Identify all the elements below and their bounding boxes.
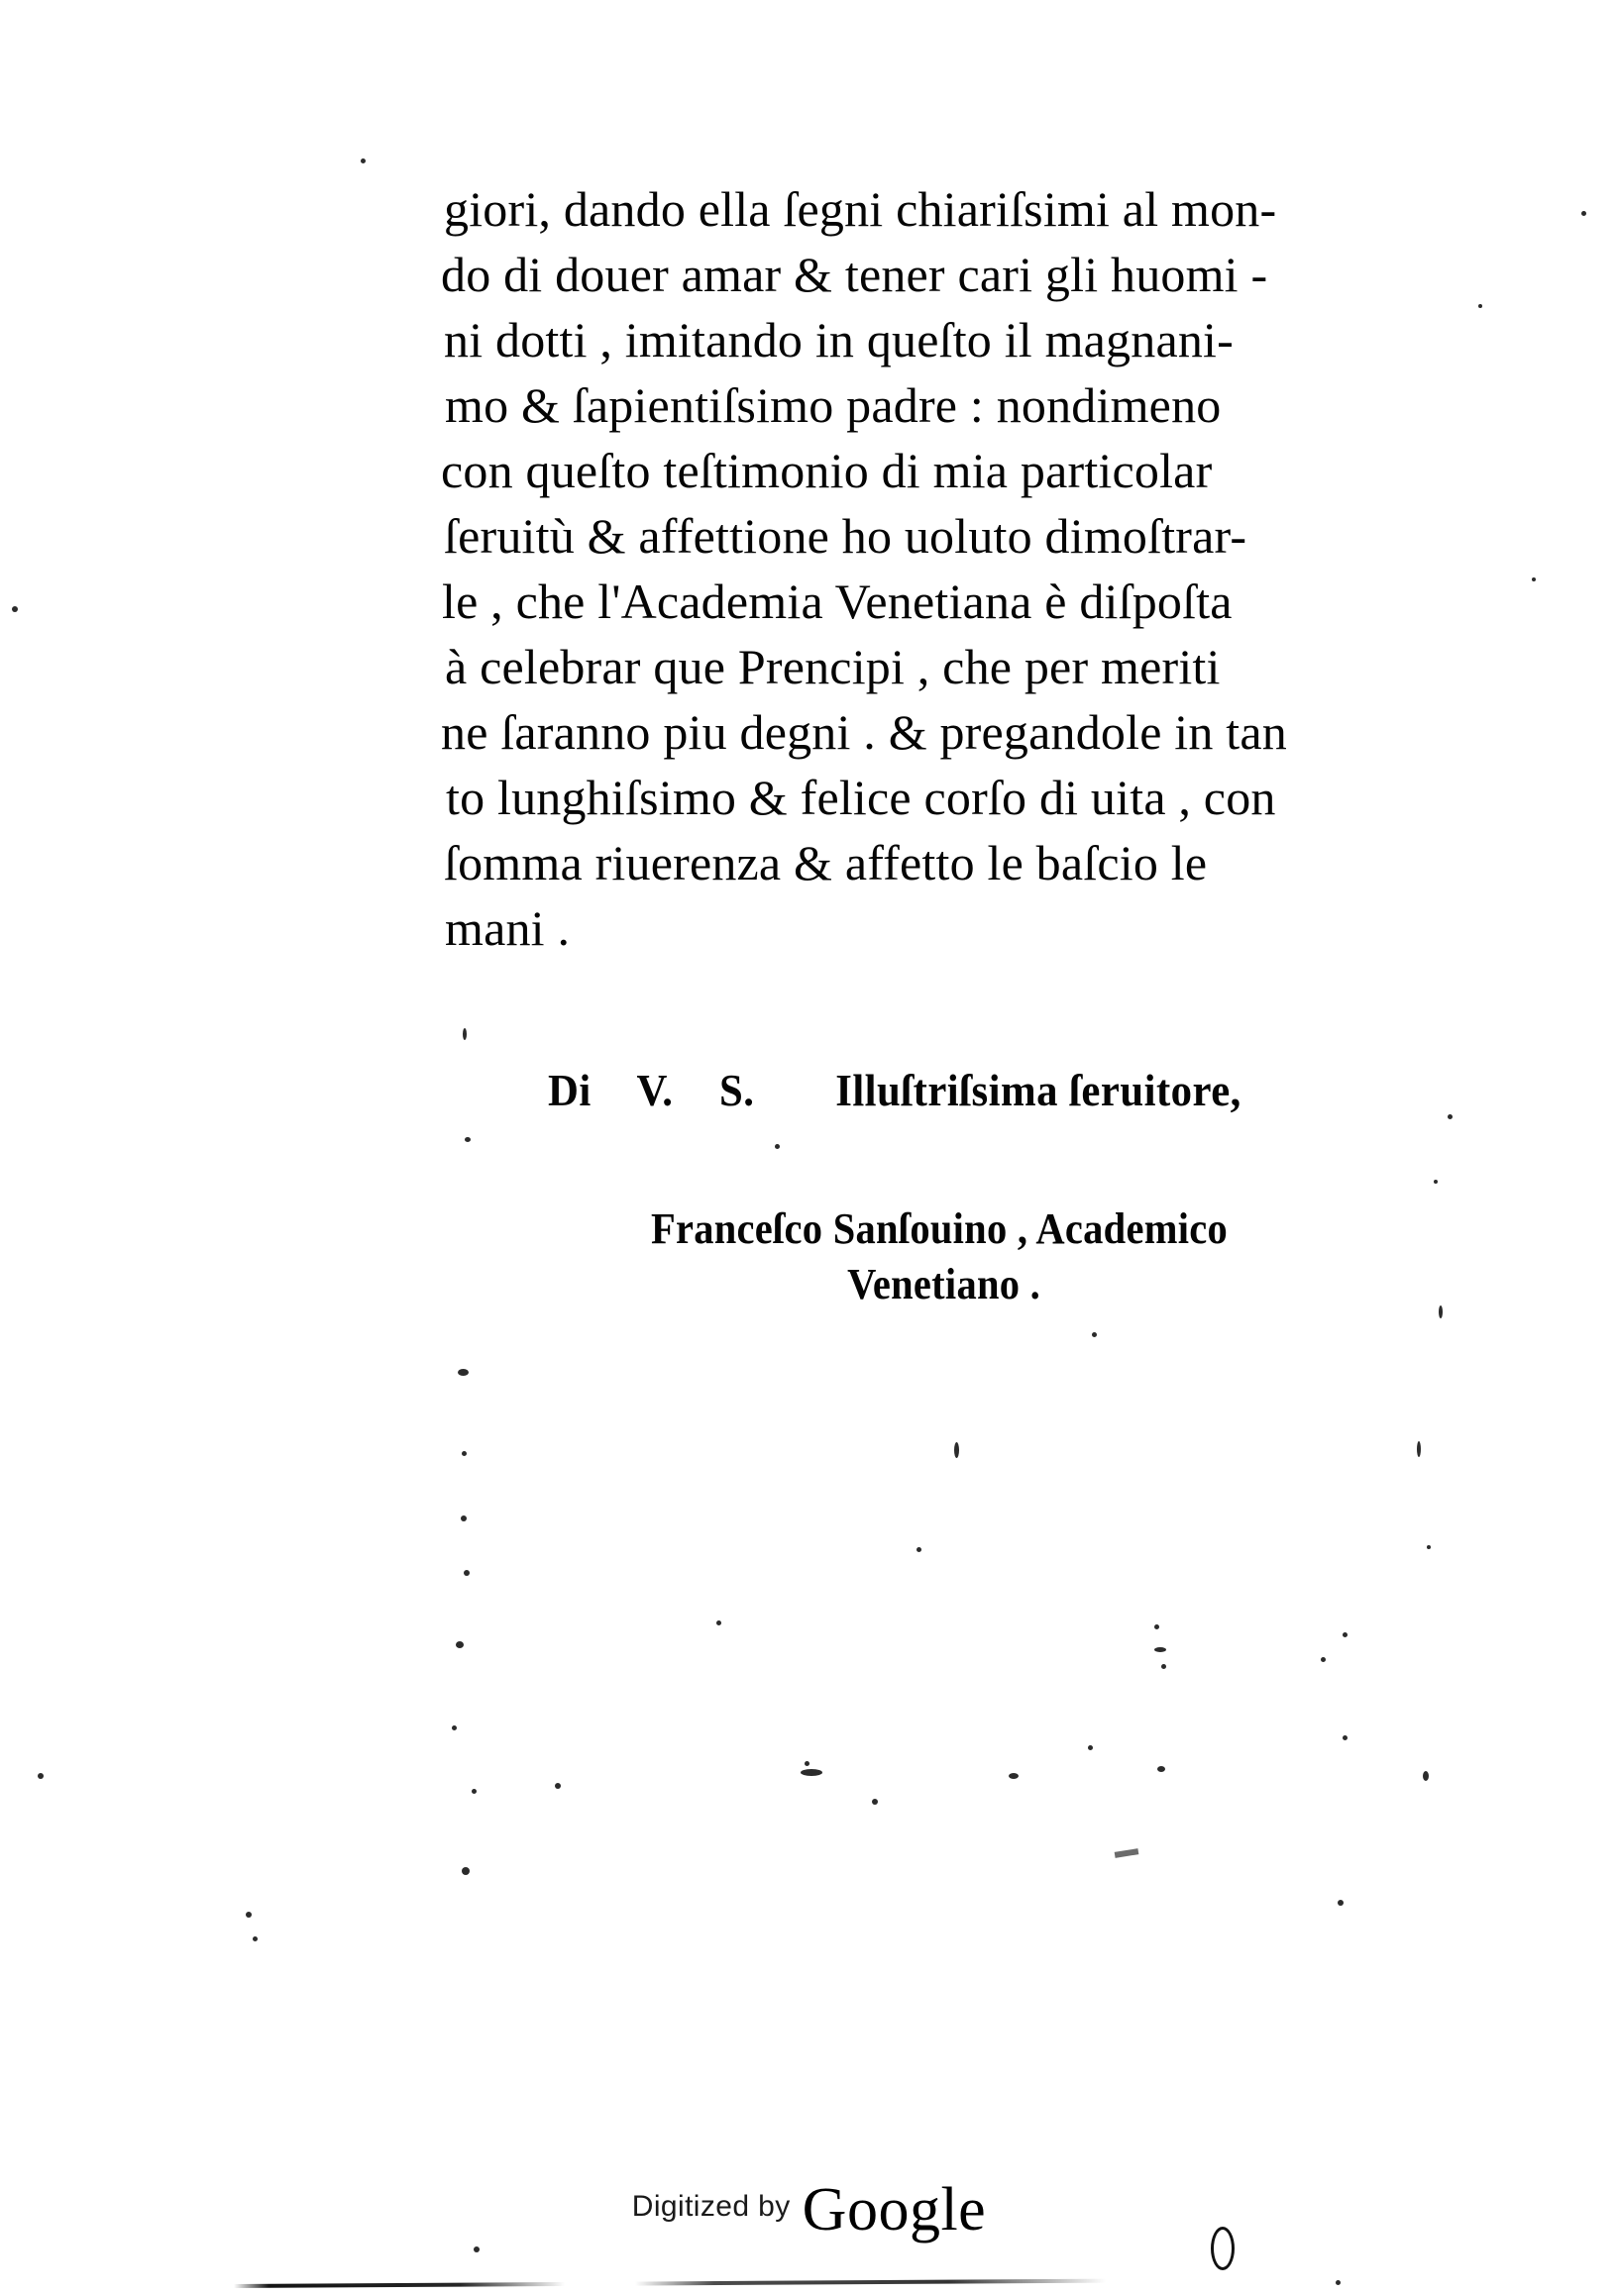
- page-edge-rule: [234, 2279, 1106, 2288]
- scan-speckle: [1154, 1647, 1166, 1652]
- scan-speckle: [917, 1547, 921, 1552]
- scan-speckle: [463, 1028, 467, 1040]
- scan-speckle: [361, 158, 366, 163]
- body-line: do di douer amar & tener cari gli huomi -: [441, 247, 1268, 302]
- scan-speckle: [456, 1641, 464, 1648]
- body-line: à celebrar que Prencipi , che per meriti: [445, 639, 1221, 694]
- scan-speckle: [1154, 1624, 1159, 1629]
- scan-speckle: [1157, 1766, 1165, 1772]
- body-text-block: [441, 176, 1431, 961]
- scan-speckle: [461, 1515, 467, 1521]
- digitized-by-label: Digitized by: [631, 2190, 791, 2223]
- scan-speckle: [1088, 1745, 1093, 1750]
- body-line: le , che l'Academia Venetiana è diſpoſta: [442, 574, 1233, 629]
- scan-speckle: [458, 1369, 469, 1376]
- salutation-honorific: Illuſtriſsima ſeruitore,: [835, 1065, 1241, 1115]
- scan-speckle: [1343, 1735, 1348, 1740]
- body-line: to lunghiſsimo & felice corſo di uita , con: [446, 770, 1276, 825]
- scan-speckle: [872, 1799, 878, 1805]
- scan-speckle: [1532, 577, 1536, 581]
- scan-speckle: [775, 1144, 780, 1149]
- scan-speckle: [12, 606, 18, 612]
- scan-speckle: [1338, 1900, 1344, 1906]
- body-line: mo & ſapientiſsimo padre : nondimeno: [445, 377, 1222, 433]
- scan-speckle: [801, 1769, 822, 1776]
- scan-speckle: [1009, 1773, 1019, 1779]
- scan-speckle: [1321, 1657, 1326, 1662]
- signature-author-line: Franceſco Sanſouino , Academico: [650, 1204, 1228, 1253]
- scan-speckle: [555, 1783, 561, 1789]
- salutation-line: [548, 1063, 1241, 1118]
- scan-speckle: [472, 1789, 477, 1794]
- scan-speckle: [246, 1912, 252, 1918]
- body-line: mani .: [445, 900, 571, 956]
- scan-smudge: [1115, 1848, 1139, 1858]
- scan-speckle: [716, 1620, 721, 1625]
- scan-speckle: [1448, 1114, 1453, 1119]
- salutation-initial-second: S.: [718, 1065, 755, 1115]
- scan-speckle: [1161, 1664, 1166, 1669]
- scan-speckle: [1434, 1180, 1438, 1184]
- body-line: ſeruitù & affettione ho uoluto dimoſtrar-: [444, 508, 1247, 564]
- body-line: ni dotti , imitando in queſto il magnani-: [444, 312, 1234, 367]
- salutation-initial-first: V.: [636, 1065, 674, 1115]
- scan-speckle: [38, 1773, 44, 1779]
- scan-speckle: [1581, 211, 1586, 216]
- body-line: ne ſaranno piu degni . & pregandole in tan: [441, 704, 1287, 760]
- body-line: giori, dando ella ſegni chiariſsimi al mon-: [444, 181, 1277, 237]
- scan-speckle: [253, 1936, 258, 1941]
- scan-speckle: [1343, 1632, 1348, 1637]
- signature-affiliation-line: Venetiano .: [847, 1260, 1041, 1308]
- scan-speckle: [1417, 1441, 1421, 1457]
- scan-speckle: [1439, 1305, 1443, 1318]
- scan-speckle: [1427, 1545, 1431, 1549]
- signature-block: [444, 1201, 1435, 1312]
- scan-speckle: [464, 1570, 470, 1576]
- digitization-footer: [0, 2175, 1618, 2245]
- salutation-prefix: Di: [548, 1065, 592, 1115]
- scan-speckle: [465, 1137, 471, 1142]
- scan-speckle: [1092, 1332, 1097, 1337]
- scan-speckle: [474, 2246, 480, 2252]
- google-wordmark: Google: [802, 2176, 987, 2244]
- scan-speckle: [462, 1451, 467, 1456]
- scan-speckle: [805, 1761, 809, 1766]
- scan-speckle: [1423, 1771, 1429, 1781]
- scan-speckle: [1478, 304, 1482, 308]
- body-line: con queſto teſtimonio di mia particolar: [441, 443, 1213, 498]
- scan-speckle: [452, 1725, 457, 1730]
- scan-speckle: [462, 1867, 470, 1875]
- body-line: ſomma riuerenza & affetto le baſcio le: [444, 835, 1208, 890]
- scan-speckle: [954, 1442, 959, 1458]
- scan-speckle: [1336, 2280, 1341, 2285]
